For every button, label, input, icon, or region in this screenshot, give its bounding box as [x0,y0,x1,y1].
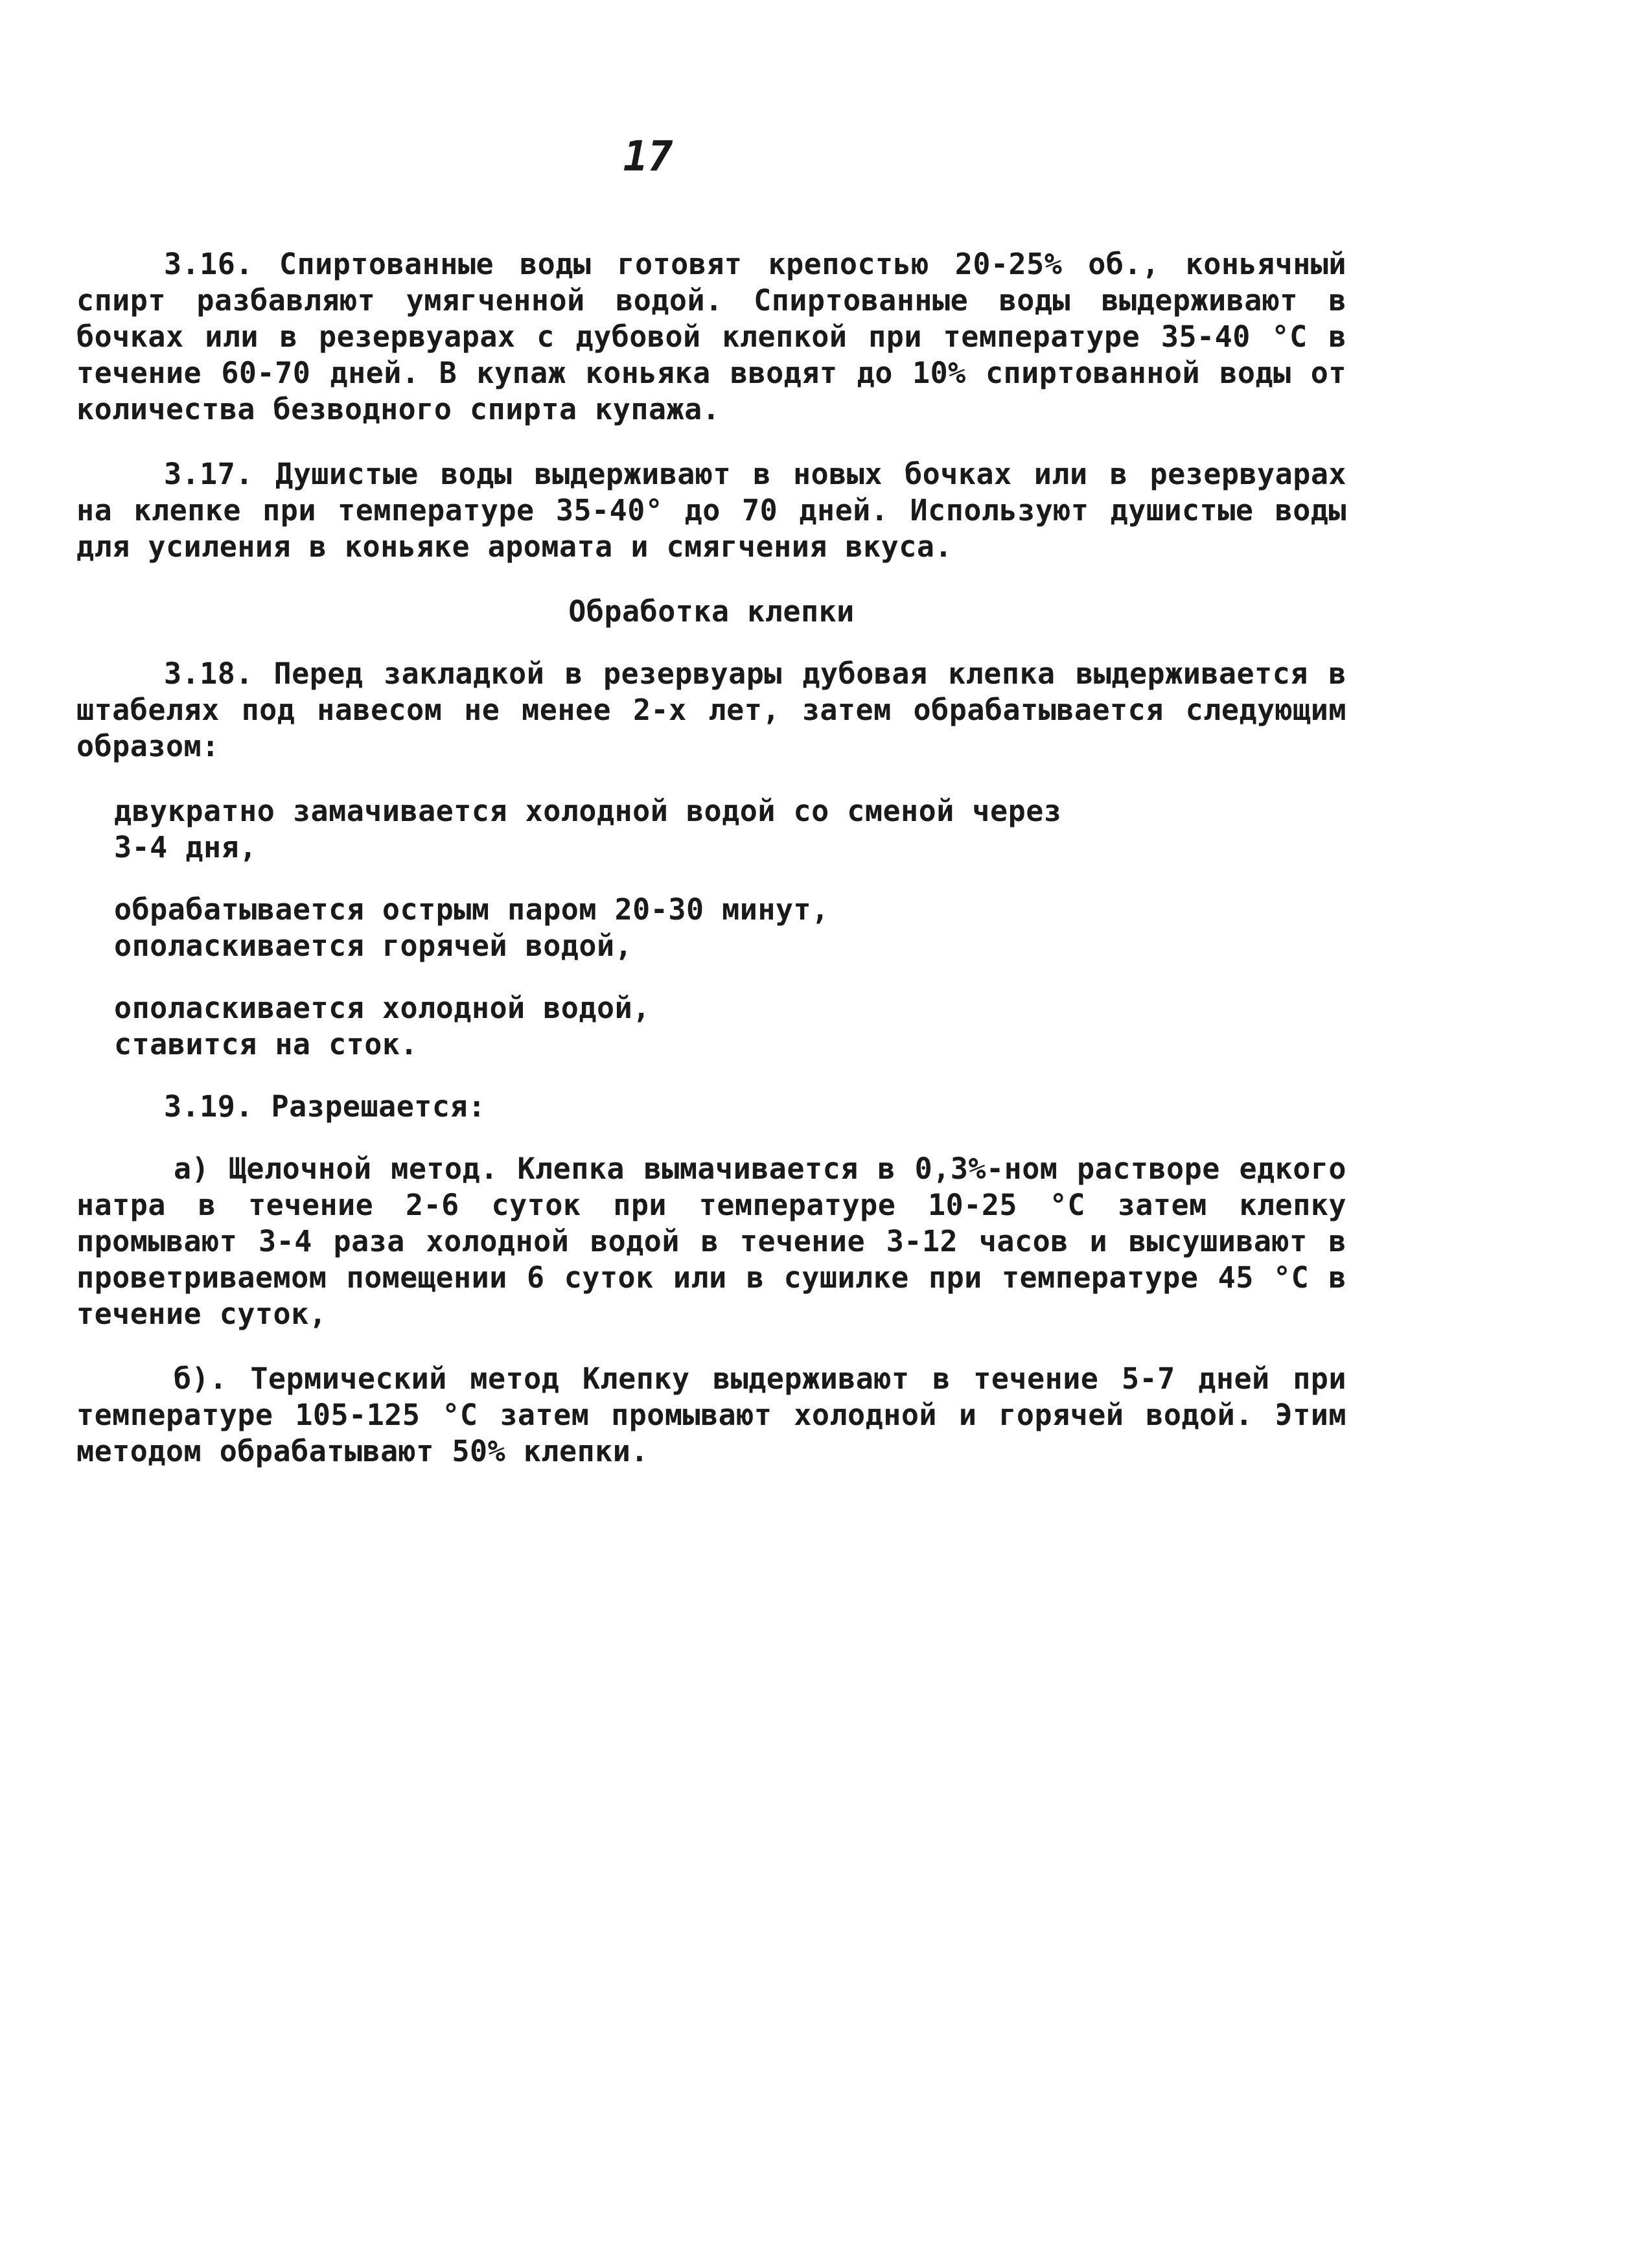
paragraph-3-19-b: б). Термический метод Клепку выдерживают в течение 5-7 дней при температуре 105-125 °С затем промывают холодной и горячей водой. Этим методом обрабатывают 50% клепки. [76,1361,1346,1468]
treatment-step-2 [114,892,1346,964]
paragraph-3-16: 3.16. Спиртованные воды готовят крепостью 20-25% об., коньячный спирт разбавляют умягченной водой. Спиртованные воды выдерживают в бочках или в резервуарах с дубовой клепкой при температуре 35-40 °С в течение 60-70 дней. В купаж коньяка вводят до 10% спиртованной воды от количества безводного спирта купажа. [76,247,1346,426]
treatment-step-1 [114,793,1346,866]
paragraph-3-18: 3.18. Перед закладкой в резервуары дубовая клепка выдерживается в штабелях под навесом не менее 2-х лет, затем обрабатывается следующим образом: [76,656,1346,763]
paragraph-3-19: 3.19. Разрешается: [164,1089,486,1124]
step-2-line-1: обрабатывается острым паром 20-30 минут, [114,892,829,927]
page-number: 17 [623,133,673,181]
step-2-line-2: ополаскивается горячей водой, [114,929,633,963]
step-3-line-1: ополаскивается холодной водой, [114,991,651,1025]
step-1-line-1: двукратно замачивается холодной водой со сменой через [114,794,1062,828]
document-body [76,246,1346,1498]
step-3-line-2: ставится на сток. [114,1027,419,1061]
paragraph-3-17: 3.17. Душистые воды выдерживают в новых бочках или в резервуарах на клепке при температуре 35-40° до 70 дней. Используют душистые воды для усиления в коньяке аромата и смягчения вкуса. [76,457,1346,564]
step-1-line-2: 3-4 дня, [114,830,257,864]
section-heading: Обработка клепки [568,594,855,629]
paragraph-3-19-a: а) Щелочной метод. Клепка вымачивается в 0,3%-ном растворе едкого натра в течение 2-6 суток при температуре 10-25 °С затем клепку промывают 3-4 раза холодной водой в течение 3-12 часов и высушивают в проветриваемом помещении 6 суток или в сушилке при температуре 45 °С в течение суток, [76,1151,1346,1331]
treatment-step-3 [114,990,1346,1063]
